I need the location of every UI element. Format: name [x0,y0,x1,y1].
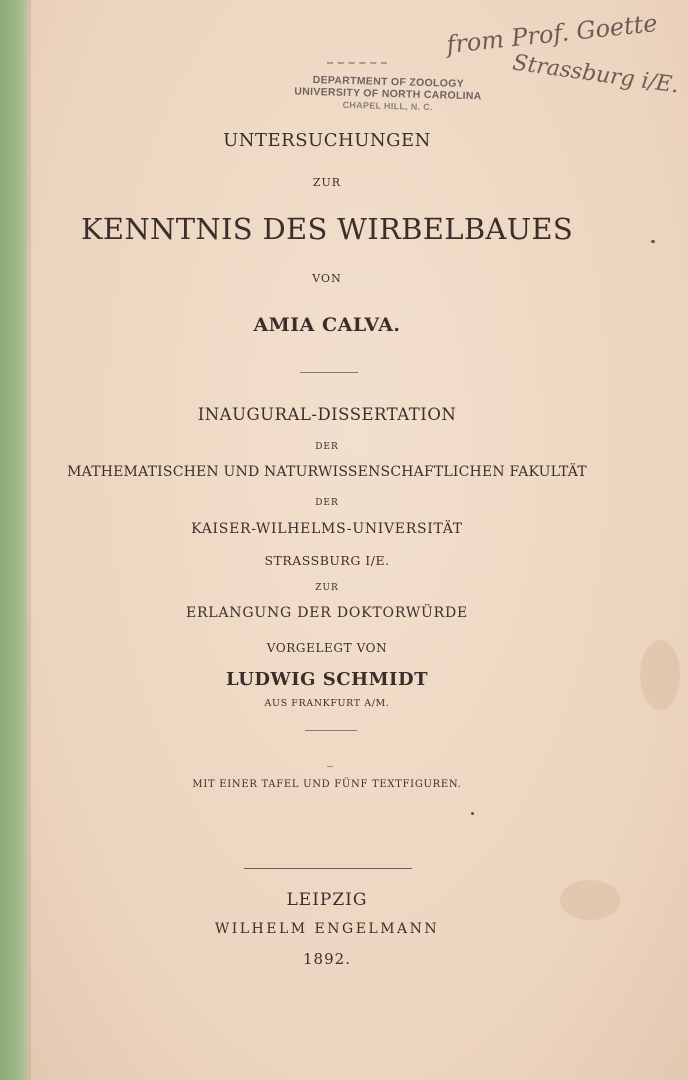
university-name: KAISER-WILHELMS-UNIVERSITÄT [191,521,463,537]
zur-label: ZUR [315,583,339,593]
stamp-line3: CHAPEL HILL, N. C. [342,99,433,113]
imprint-city: LEIPZIG [286,890,368,910]
degree-purpose: ERLANGUNG DER DOKTORWÜRDE [185,605,469,621]
author-origin: AUS FRANKFURT A/M. [264,698,390,709]
ink-spot [651,240,655,243]
title-line1: UNTERSUCHUNGEN [223,130,431,151]
ink-spot [471,812,474,815]
title-line4: VON [312,272,342,285]
divider-rule [327,766,333,767]
main-title: KENNTNIS DES WIRBELBAUES [80,212,574,246]
stamp-line1: DEPARTMENT OF ZOOLOGY [312,74,465,90]
divider-rule [305,730,357,731]
stamp-mark [327,62,387,66]
species-title: AMIA CALVA. [253,314,401,336]
author-name: LUDWIG SCHMIDT [226,669,428,690]
illustrations-note: MIT EINER TAFEL UND FÜNF TEXTFIGUREN. [192,779,462,790]
publisher-name: WILHELM ENGELMANN [214,921,440,937]
faculty-name: MATHEMATISCHEN UND NATURWISSENSCHAFTLICHEN FAKULTÄT [67,464,587,480]
dissertation-heading: INAUGURAL-DISSERTATION [197,405,457,424]
foxing-stain [640,640,680,710]
stamp-line2: UNIVERSITY OF NORTH CAROLINA [294,85,482,103]
green-spine [0,0,27,1080]
library-stamp [268,73,509,115]
der-2: DER [315,498,339,508]
publication-year: 1892. [303,950,351,968]
divider-rule [300,372,358,373]
page-edge [27,0,31,1080]
presented-by: VORGELEGT VON [266,641,388,655]
der-1: DER [315,442,339,452]
title-line2: ZUR [312,176,342,189]
handwritten-note-line2: Strassburg i/E. [511,50,681,99]
university-city: STRASSBURG I/E. [264,553,390,568]
divider-rule [244,868,412,869]
handwritten-note-line1: from Prof. Goette [445,9,659,59]
